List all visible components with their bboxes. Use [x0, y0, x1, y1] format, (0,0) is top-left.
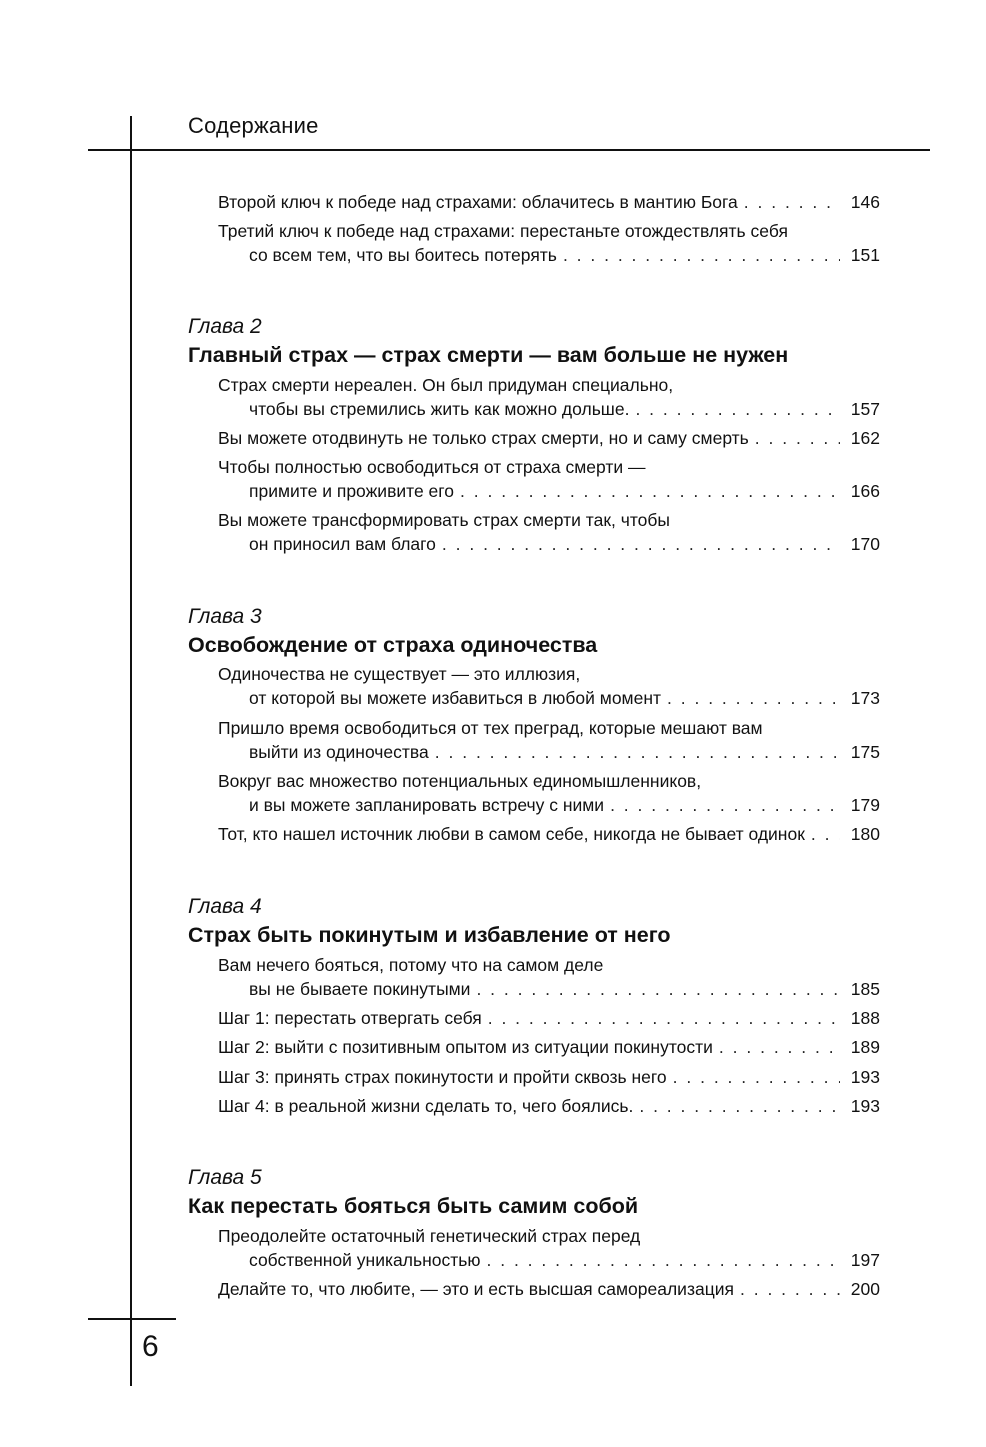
chapter-label: Глава 5 [188, 1166, 262, 1189]
toc-entry-text: Преодолейте остаточный генетический страх перед [218, 1226, 641, 1246]
toc-page-number: 146 [850, 192, 880, 212]
toc-entry-text: Второй ключ к победе над страхами: облачитесь в мантию Бога [218, 192, 738, 212]
toc-entry [218, 1035, 880, 1059]
dot-leader [639, 1094, 840, 1118]
toc-entry [218, 219, 880, 267]
dot-leader [460, 479, 840, 503]
toc-entry [218, 953, 880, 1001]
toc-entry [218, 1006, 880, 1030]
dot-leader [476, 977, 840, 1001]
dot-leader [563, 243, 840, 267]
chapter-label: Глава 2 [188, 315, 262, 338]
toc-entry [218, 455, 880, 503]
toc-entry-text: Шаг 3: принять страх покинутости и пройти сквозь него [218, 1067, 667, 1087]
toc-entry-text-continued: со всем тем, что вы боитесь потерять [249, 245, 557, 265]
toc-page-number: 188 [850, 1008, 880, 1028]
toc-entry-text: Шаг 1: перестать отвергать себя [218, 1008, 482, 1028]
dot-leader [744, 190, 840, 214]
dot-leader [488, 1006, 840, 1030]
chapter-title: Освобождение от страха одиночества [188, 633, 598, 657]
toc-entry-text: Вы можете отодвинуть не только страх смерти, но и саму смерть [218, 428, 749, 448]
toc-entry-text: Одиночества не существует — это иллюзия, [218, 664, 581, 684]
toc-entry-text: Страх смерти нереален. Он был придуман специально, [218, 375, 674, 395]
header-rule [88, 149, 930, 151]
toc-entry [218, 508, 880, 556]
toc-entry-text: Третий ключ к победе над страхами: перестаньте отождествлять себя [218, 221, 788, 241]
chapter-title: Страх быть покинутым и избавление от него [188, 923, 671, 947]
toc-entry-text: Пришло время освободиться от тех преград, которые мешают вам [218, 718, 763, 738]
toc-page-number: 157 [850, 399, 880, 419]
toc-page-number: 193 [850, 1096, 880, 1116]
dot-leader [811, 822, 840, 846]
dot-leader [667, 686, 840, 710]
toc-entry [218, 1224, 880, 1272]
toc-page-number: 151 [850, 245, 880, 265]
dot-leader [755, 426, 840, 450]
toc-entry-text-continued: и вы можете запланировать встречу с ними [249, 795, 605, 815]
toc-entry-text-continued: он приносил вам благо [249, 534, 436, 554]
toc-entry [218, 1277, 880, 1301]
vertical-rule [130, 116, 132, 1386]
dot-leader [435, 740, 840, 764]
toc-entry-text: Шаг 2: выйти с позитивным опытом из ситуации покинутости [218, 1037, 713, 1057]
toc-entry-text: Вам нечего бояться, потому что на самом деле [218, 955, 604, 975]
toc-entry [218, 1065, 880, 1089]
toc-entry-text-continued: вы не бываете покинутыми [249, 979, 471, 999]
toc-entry [218, 716, 880, 764]
dot-leader [442, 532, 840, 556]
dot-leader [487, 1248, 841, 1272]
chapter-label: Глава 4 [188, 895, 262, 918]
footer-rule [88, 1318, 176, 1320]
toc-entry-text: Вокруг вас множество потенциальных единомышленников, [218, 771, 702, 791]
dot-leader [635, 397, 840, 421]
toc-entry [218, 822, 880, 846]
toc-page-number: 175 [850, 742, 880, 762]
dot-leader [740, 1277, 840, 1301]
toc-entry [218, 769, 880, 817]
toc-entry-text: Шаг 4: в реальной жизни сделать то, чего боялись. [218, 1096, 634, 1116]
toc-page-number: 170 [850, 534, 880, 554]
toc-page-number: 180 [850, 824, 880, 844]
toc-entry-text-continued: выйти из одиночества [249, 742, 429, 762]
chapter-title: Как перестать бояться быть самим собой [188, 1194, 639, 1218]
toc-entry-text-continued: чтобы вы стремились жить как можно дольше. [249, 399, 630, 419]
dot-leader [610, 793, 840, 817]
toc-entry-text: Тот, кто нашел источник любви в самом себе, никогда не бывает одинок [218, 824, 805, 844]
toc-entry [218, 373, 880, 421]
toc-page-number: 185 [850, 979, 880, 999]
toc-page-number: 162 [850, 428, 880, 448]
toc-entry-text: Делайте то, что любите, — это и есть высшая самореализация [218, 1279, 734, 1299]
toc-entry-text-continued: примите и проживите его [249, 481, 455, 501]
toc-entry-text-continued: собственной уникальностью [249, 1250, 481, 1270]
chapter-label: Глава 3 [188, 605, 262, 628]
toc-entry [218, 1094, 880, 1118]
toc-page-number: 193 [850, 1067, 880, 1087]
toc-page-number: 197 [850, 1250, 880, 1270]
toc-page-number: 189 [850, 1037, 880, 1057]
toc-page-number: 166 [850, 481, 880, 501]
toc-entry-text: Вы можете трансформировать страх смерти так, чтобы [218, 510, 670, 530]
toc-page-number: 200 [850, 1279, 880, 1299]
toc-page-number: 179 [850, 795, 880, 815]
toc-entry [218, 662, 880, 710]
toc-entry [218, 190, 880, 214]
toc-entry-text: Чтобы полностью освободиться от страха смерти — [218, 457, 646, 477]
toc-page-number: 173 [850, 688, 880, 708]
dot-leader [719, 1035, 840, 1059]
page-number: 6 [142, 1330, 159, 1363]
dot-leader [673, 1065, 840, 1089]
running-head: Содержание [188, 113, 319, 138]
toc-entry-text-continued: от которой вы можете избавиться в любой момент [249, 688, 662, 708]
toc-entry [218, 426, 880, 450]
chapter-title: Главный страх — страх смерти — вам больше не нужен [188, 343, 789, 367]
